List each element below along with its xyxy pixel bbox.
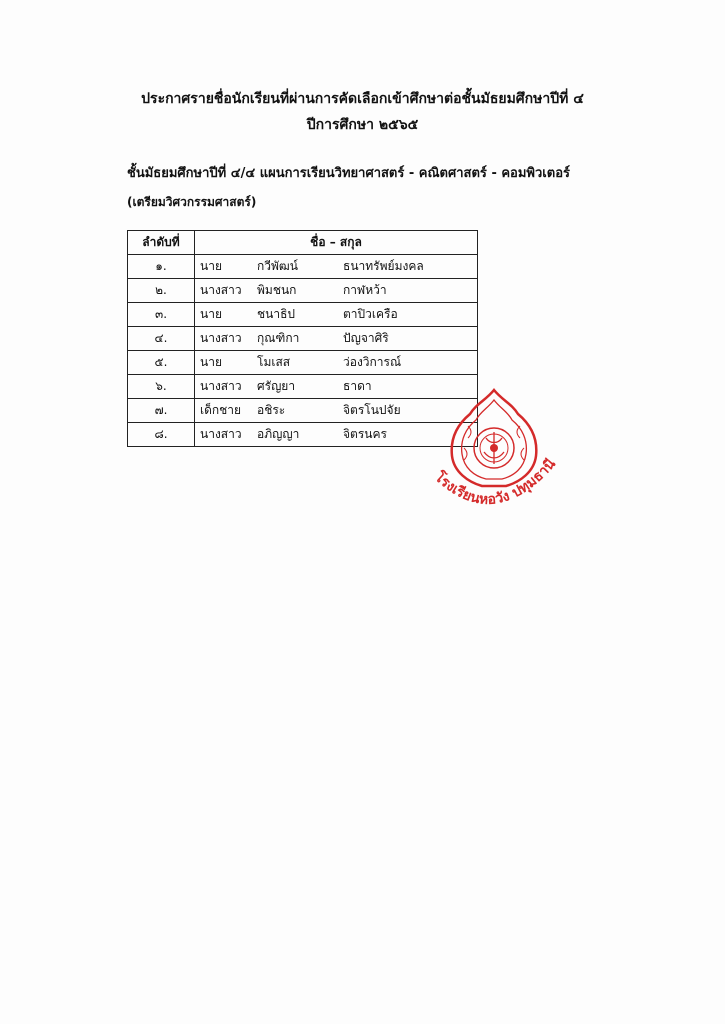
row-number: ๖.: [128, 375, 195, 399]
class-plan-heading: ชั้นมัธยมศึกษาปีที่ ๔/๔ แผนการเรียนวิทยาศาสตร์ - คณิตศาสตร์ - คอมพิวเตอร์: [127, 166, 570, 181]
first-name: ชนาธิป: [257, 307, 296, 321]
svg-text:โรงเรียนหอวัง ปทุมธานี: [431, 456, 560, 508]
row-number: ๕.: [128, 351, 195, 375]
table-row: [128, 423, 478, 447]
table-row: [128, 279, 478, 303]
row-number: ๔.: [128, 327, 195, 351]
school-seal-icon: [428, 386, 560, 526]
table-row: [128, 375, 478, 399]
row-name: [195, 351, 478, 375]
name-title: นางสาว: [200, 283, 242, 297]
row-name: [195, 279, 478, 303]
header-no: ลำดับที่: [128, 231, 195, 255]
first-name: พิมชนก: [257, 283, 297, 297]
name-title: นาย: [200, 355, 222, 369]
table-row: [128, 327, 478, 351]
row-number: ๗.: [128, 399, 195, 423]
student-table: [127, 230, 478, 447]
row-name: [195, 327, 478, 351]
last-name: จิตรนคร: [343, 427, 387, 441]
last-name: กาฬหว้า: [343, 283, 387, 297]
last-name: จิตรโนปจัย: [343, 403, 401, 417]
table-row: [128, 351, 478, 375]
first-name: อชิระ: [257, 403, 286, 417]
seal-text: โรงเรียนหอวัง ปทุมธานี: [431, 456, 559, 509]
first-name: กวีพัฒน์: [257, 259, 298, 273]
name-title: นาย: [200, 307, 222, 321]
row-number: ๘.: [128, 423, 195, 447]
table-row: [128, 303, 478, 327]
title-line-2: ปีการศึกษา ๒๕๖๕: [306, 117, 419, 133]
last-name: ธนาทรัพย์มงคล: [343, 259, 424, 273]
row-name: [195, 255, 478, 279]
table-row: [128, 255, 478, 279]
name-title: นางสาว: [200, 379, 242, 393]
last-name: ธาดา: [343, 379, 372, 393]
row-name: [195, 303, 478, 327]
row-number: ๓.: [128, 303, 195, 327]
name-title: นาย: [200, 259, 222, 273]
header-name: ชื่อ – สกุล: [195, 231, 478, 255]
first-name: อภิญญา: [257, 427, 300, 441]
name-title: นางสาว: [200, 331, 242, 345]
last-name: ตาปิวเครือ: [343, 307, 398, 321]
name-title: เด็กชาย: [200, 403, 242, 417]
row-number: ๒.: [128, 279, 195, 303]
last-name: ว่องวิการณ์: [343, 355, 402, 369]
name-title: นางสาว: [200, 427, 242, 441]
first-name: กุณฑิกา: [257, 331, 300, 345]
title-line-1: ประกาศรายชื่อนักเรียนที่ผ่านการคัดเลือกเข้าศึกษาต่อชั้นมัธยมศึกษาปีที่ ๔: [141, 91, 584, 107]
row-number: ๑.: [128, 255, 195, 279]
first-name: ศรัญยา: [257, 379, 296, 393]
first-name: โมเสส: [257, 355, 291, 369]
table-header-row: [128, 231, 478, 255]
class-plan-subheading: (เตรียมวิศวกรรมศาสตร์): [127, 195, 257, 209]
announcement-title: [0, 86, 725, 138]
table-row: [128, 399, 478, 423]
last-name: ปัญจาศิริ: [343, 331, 389, 345]
